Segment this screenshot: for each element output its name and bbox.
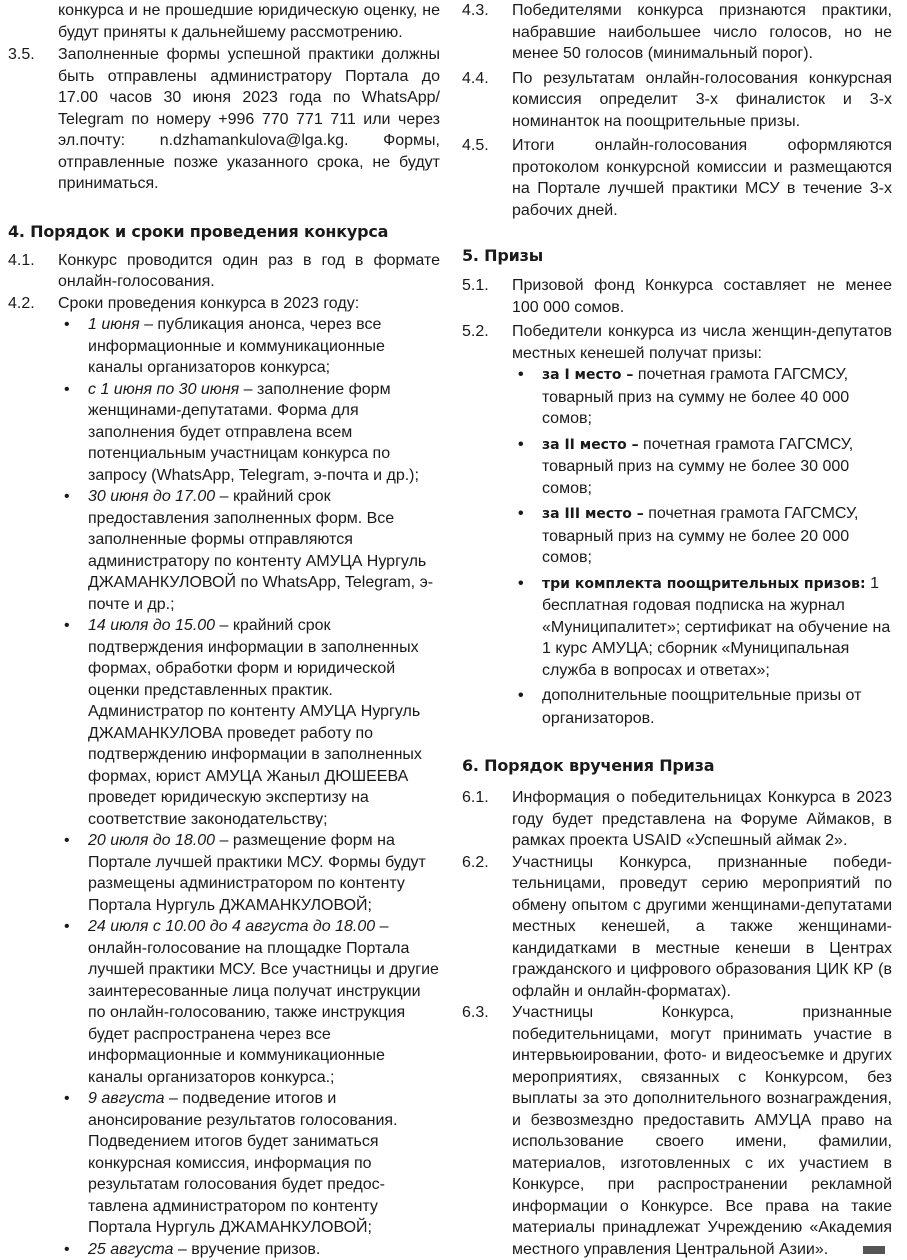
clause-number: 3.5. xyxy=(8,44,58,195)
clause-text: Победителями конкурса признаются практики, набравшие наибольшее число голосов, но не менее 50 голосов (минимальный порог). xyxy=(512,0,892,65)
clause-number: 4.5. xyxy=(462,135,512,221)
list-item xyxy=(462,573,892,682)
list-item xyxy=(462,364,892,430)
clause-5-1 xyxy=(462,275,892,318)
clause-4-2 xyxy=(8,293,440,315)
prize-text: 1 бесплатная годовая подписка на журнал «Муниципалитет»; сертификат на обучение на 1 курс АМУЦА; сборник «Муниципальная служба в вопросах и ответах»; xyxy=(542,575,890,679)
clause-text: Участницы Конкурса, признанные победительницами, могут принимать участие в интервьюировании, фото- и видеосъемке и других мероприятиях, связанных с Конкурсом, без выплаты за это дополнительного вознаграждения, и безвозмездно предоставить АМУЦА право на использование своего имени, фамилии, материалов, изготовленных с их участием в Конкурсе, при распространении рекламной информации о Конкурсе. Все права на такие материалы принадлежат Учреждению «Академия местного управления Центральной Азии». xyxy=(512,1002,892,1260)
clause-6-2 xyxy=(462,852,892,1003)
schedule-text: – подведение итогов и анонсирование результатов голосования. Подведением итогов будет заниматься конкурсная комиссия, информация по результатам голосования будет предос-тавлена администратором по контенту Портала Нургуль ДЖАМАНКУЛОВОЙ; xyxy=(88,1090,398,1236)
clause-4-5 xyxy=(462,135,892,221)
schedule-text: – размещение форм на Портале лучшей практики МСУ. Формы будут размещены администратором по контенту Портала Нургуль ДЖАМАНКУЛОВОЙ; xyxy=(88,832,426,914)
clause-number: 6.1. xyxy=(462,787,512,852)
schedule-text: – вручение призов. xyxy=(173,1241,320,1258)
prize-place: за I место – xyxy=(542,367,633,383)
schedule-text: – крайний срок подтверждения информации в заполненных формах, обработки форм и юридической оценки представленных практик. Администратор по контенту АМУЦА Нургуль ДЖАМАНКУЛОВА проведет работу по подтверждению информации в заполненных формах, юрист АМУЦА Жаныл ДЮШЕЕВА проведет юридическую экспертизу на соответствие законодательству; xyxy=(88,617,422,828)
prize-place: за III место – xyxy=(542,506,644,522)
section-4-heading: 4. Порядок и сроки проведения конкурса xyxy=(8,221,440,243)
clause-text: Итоги онлайн-голосования оформляются протоколом конкурсной комиссии и размещаются на Портале лучшей практики МСУ в течение 3-х рабочих дней. xyxy=(512,135,892,221)
schedule-list xyxy=(8,314,440,1260)
clause-5-2 xyxy=(462,321,892,364)
list-item xyxy=(8,486,440,615)
clause-6-1 xyxy=(462,787,892,852)
clause-text: Призовой фонд Конкурса составляет не менее 100 000 сомов. xyxy=(512,275,892,318)
section-3-4-tail: конкурса и не прошедшие юридическую оценку, не будут приняты к дальнейшему рассмотрению. xyxy=(8,0,440,43)
schedule-text: – заполнение форм женщинами-депутатами. Форма для заполнения будет отправлена всем потенциальным участницам конкурса по запросу (WhatsApp, Telegram, э-почта и др.); xyxy=(88,381,419,484)
schedule-text: – онлайн-голосование на площадке Портала лучшей практики МСУ. Все участницы и другие заинтересованные лица получат инструкции по онлайн-голосованию, также инструкция будет распространена через все информационные и коммуникационные каналы организаторов конкурса.; xyxy=(88,918,439,1086)
page-corner-mark xyxy=(863,1246,885,1254)
section-6-heading: 6. Порядок вручения Приза xyxy=(462,755,892,777)
clause-number: 6.2. xyxy=(462,852,512,1003)
list-item xyxy=(8,379,440,487)
clause-4-4 xyxy=(462,68,892,133)
schedule-date: 1 июня xyxy=(88,316,140,333)
clause-4-3 xyxy=(462,0,892,65)
schedule-date: 25 августа xyxy=(88,1241,173,1258)
clause-text: Сроки проведения конкурса в 2023 году: xyxy=(58,293,440,315)
prize-place: три комплекта поощрительных призов: xyxy=(542,576,866,592)
schedule-date: с 1 июня по 30 июня xyxy=(88,381,239,398)
schedule-date: 14 июля до 15.00 xyxy=(88,617,215,634)
prize-place: за II место – xyxy=(542,437,639,453)
clause-number: 5.1. xyxy=(462,275,512,318)
clause-number: 4.4. xyxy=(462,68,512,133)
list-item xyxy=(8,314,440,379)
clause-text: По результатам онлайн-голосования конкурсная комиссия определит 3-х финалисток и 3-х номинанток на поощрительные призы. xyxy=(512,68,892,133)
clause-text: Конкурс проводится один раз в год в формате онлайн-голосования. xyxy=(58,250,440,293)
prize-text: дополнительные поощрительные призы от организаторов. xyxy=(542,687,861,727)
right-column xyxy=(462,0,892,1260)
section-5-heading: 5. Призы xyxy=(462,245,892,267)
schedule-text: – публикация анонса, через все информационные и коммуникационные каналы организаторов конкурса; xyxy=(88,316,385,376)
list-item xyxy=(8,1239,440,1260)
left-column xyxy=(8,0,440,1260)
list-item xyxy=(8,916,440,1088)
prizes-list xyxy=(462,364,892,729)
list-item xyxy=(8,830,440,916)
clause-text: Победители конкурса из числа женщин-депутатов местных кенешей получат призы: xyxy=(512,321,892,364)
list-item xyxy=(462,685,892,729)
clause-number: 6.3. xyxy=(462,1002,512,1260)
clause-number: 5.2. xyxy=(462,321,512,364)
schedule-date: 9 августа xyxy=(88,1090,165,1107)
list-item xyxy=(8,1088,440,1239)
clause-number: 4.1. xyxy=(8,250,58,293)
schedule-date: 20 июля до 18.00 xyxy=(88,832,215,849)
clause-text: Заполненные формы успешной практики должны быть отправлены администратору Портала до 17.00 часов 30 июня 2023 года по WhatsApp/ Telegram по номеру +996 770 771 711 или через эл.почту: n.dzhamankulova@lga.kg. Формы, отправленные позже указанного срока, не будут приниматься. xyxy=(58,44,440,195)
clause-6-3 xyxy=(462,1002,892,1260)
prize-text: почетная грамота ГАГСМСУ, товарный приз на сумму не более 20 000 сомов; xyxy=(542,505,858,566)
list-item xyxy=(8,615,440,830)
list-item xyxy=(462,434,892,500)
clause-text: Информация о победительницах Конкурса в 2023 году будет представлена на Форуме Аймаков, в рамках проекта USAID «Успешный аймак 2». xyxy=(512,787,892,852)
prize-text: почетная грамота ГАГСМСУ, товарный приз на сумму не более 40 000 сомов; xyxy=(542,366,849,427)
clause-3-5 xyxy=(8,44,440,195)
clause-4-1 xyxy=(8,250,440,293)
clause-number: 4.3. xyxy=(462,0,512,65)
schedule-date: 30 июня до 17.00 xyxy=(88,488,215,505)
prize-text: почетная грамота ГАГСМСУ, товарный приз на сумму не более 30 000 сомов; xyxy=(542,436,853,497)
list-item xyxy=(462,503,892,569)
clause-text: Участницы Конкурса, признанные победи-тельницами, проведут серию мероприятий по обмену опытом с другими женщинами-депутатами местных кенешей, а также женщинами-кандидатками в местные кенеши в Центрах гражданского и цифрового образования ЦИК КР (в офлайн и онлайн-форматах). xyxy=(512,852,892,1003)
schedule-text: – крайний срок предоставления заполненных форм. Все заполненные формы отправляются администратору по контенту АМУЦА Нургуль ДЖАМАНКУЛОВОЙ по WhatsApp, Telegram, э-почте и др.; xyxy=(88,488,433,613)
schedule-date: 24 июля с 10.00 до 4 августа до 18.00 xyxy=(88,918,375,935)
clause-number: 4.2. xyxy=(8,293,58,315)
